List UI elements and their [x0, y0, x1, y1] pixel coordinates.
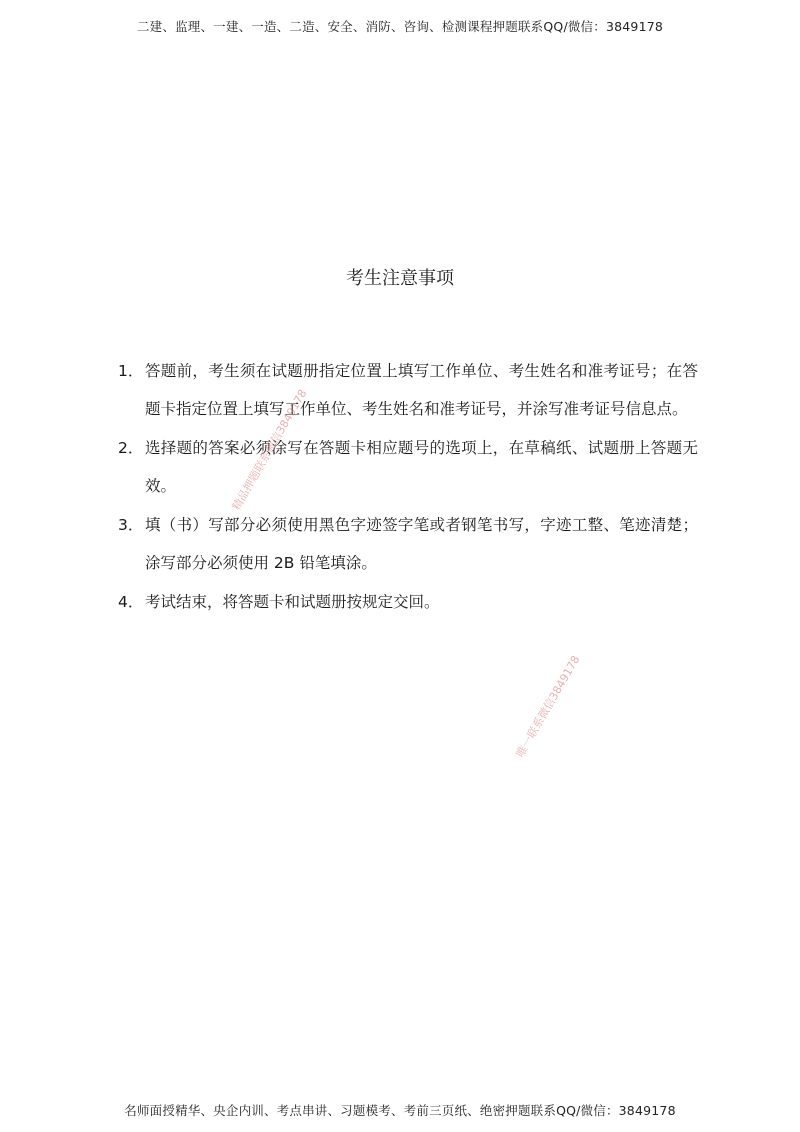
- notice-number: 2．: [118, 439, 144, 457]
- page-footer: 名师面授精华、央企内训、考点串讲、习题模考、考前三页纸、绝密押题联系QQ/微信：3849178: [124, 1103, 676, 1118]
- notice-item: [118, 429, 698, 505]
- notice-item: [118, 506, 698, 582]
- notice-list: [118, 352, 698, 622]
- notice-text: 选择题的答案必须涂写在答题卡相应题号的选项上，在草稿纸、试题册上答题无效。: [145, 439, 698, 495]
- notice-item: [118, 352, 698, 428]
- notice-text: 答题前，考生须在试题册指定位置上填写工作单位、考生姓名和准考证号；在答题卡指定位置上填写工作单位、考生姓名和准考证号，并涂写准考证号信息点。: [145, 362, 698, 418]
- notice-item: [118, 583, 698, 621]
- watermark-stamp: 唯一联系微信3849178: [513, 653, 583, 760]
- notice-number: 1．: [118, 362, 144, 380]
- page-title: 考生注意事项: [346, 268, 454, 289]
- notice-number: 4．: [118, 593, 144, 611]
- notice-number: 3．: [118, 516, 144, 534]
- watermark-stamp: 精品押题联系微信3849178: [229, 387, 310, 513]
- notice-text: 填（书）写部分必须使用黑色字迹签字笔或者钢笔书写，字迹工整、笔迹清楚；涂写部分必须使用 2B 铅笔填涂。: [145, 516, 698, 572]
- page-header: 二建、监理、一建、一造、二造、安全、消防、咨询、检测课程押题联系QQ/微信：3849178: [136, 19, 664, 34]
- notice-text: 考试结束，将答题卡和试题册按规定交回。: [145, 593, 440, 611]
